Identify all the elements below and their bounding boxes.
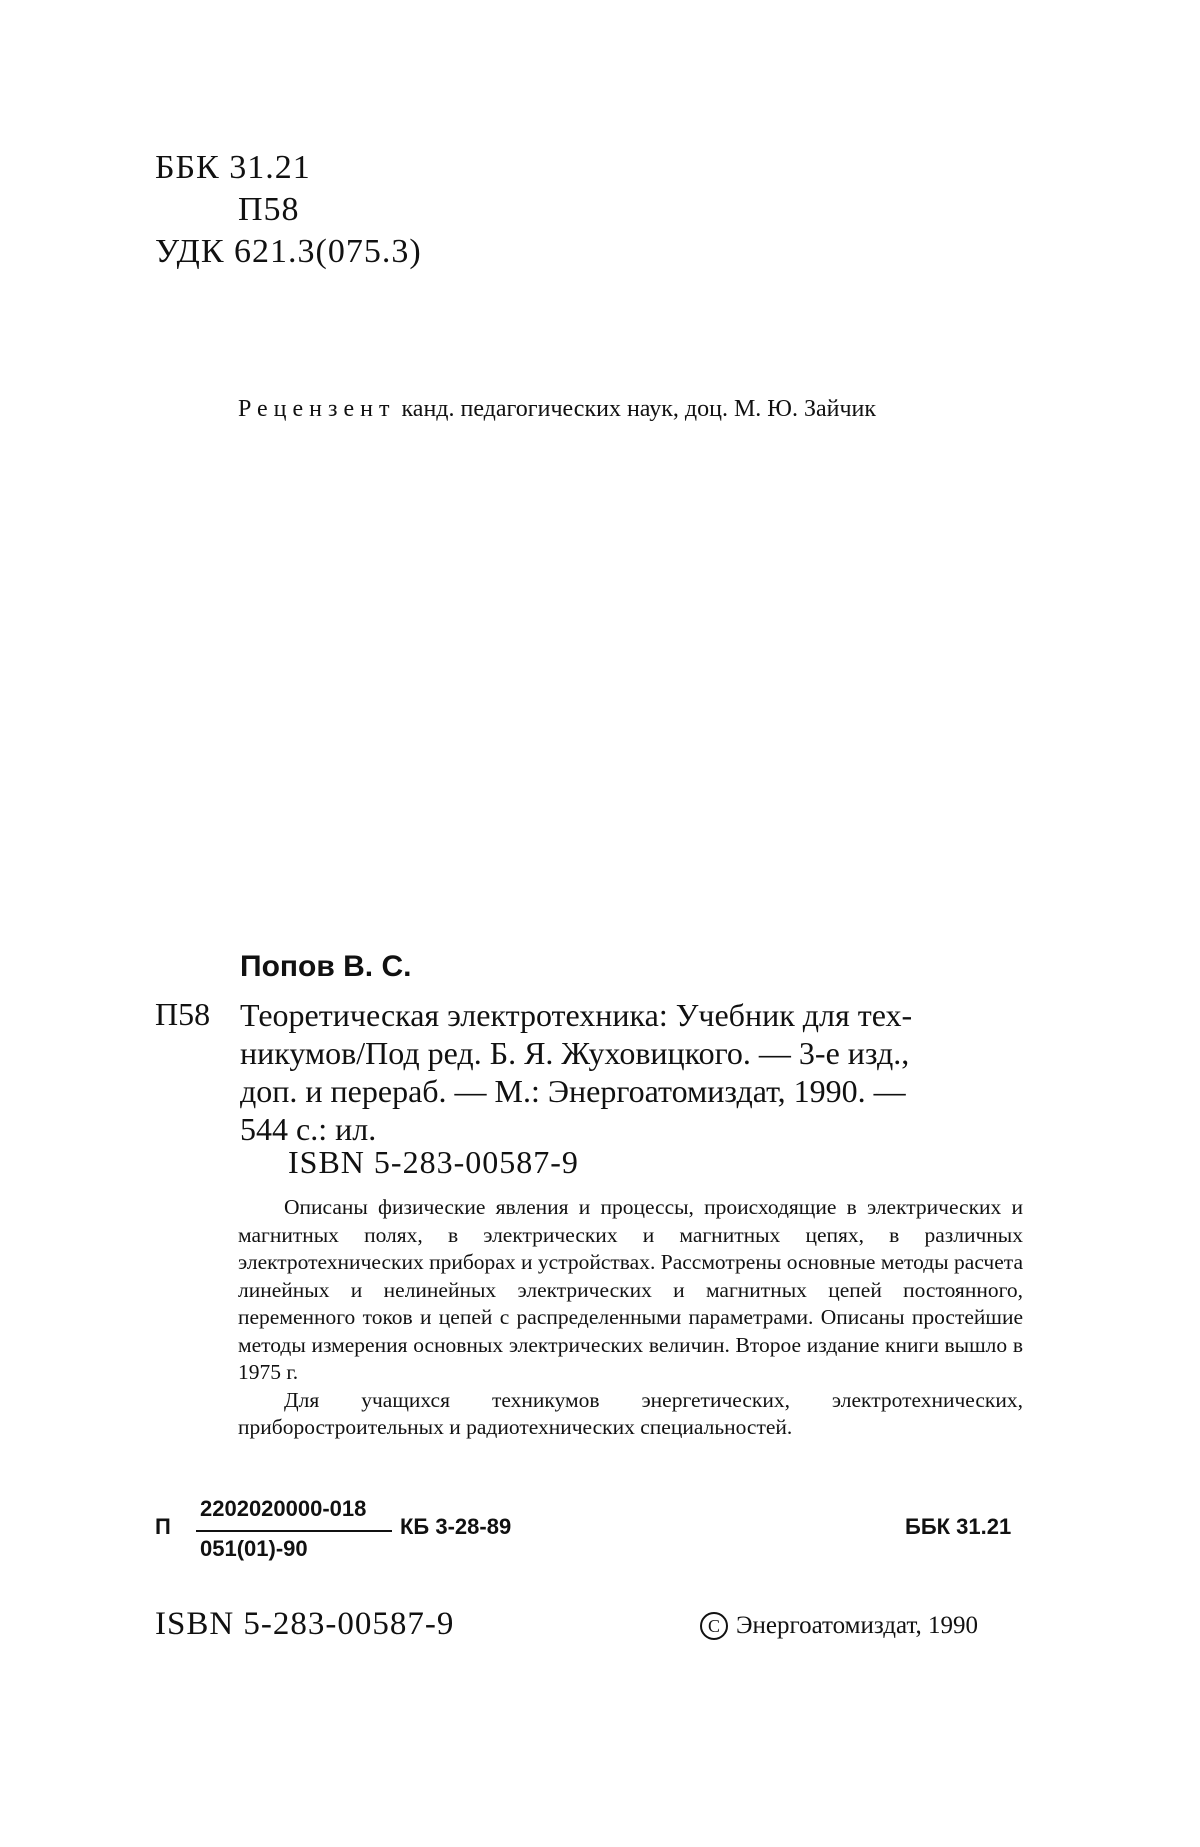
- title-line: доп. и перераб. — М.: Энергоатомиздат, 1990. —: [240, 1073, 906, 1109]
- annotation-paragraph: Для учащихся техникумов энергетических, электротехнических, приборостроительных и радиотехнических специальностей.: [238, 1387, 1023, 1439]
- index-prefix: П: [155, 1514, 171, 1539]
- copyright-icon: C: [700, 1612, 728, 1640]
- bbk-footer-code: ББК 31.21: [905, 1514, 1012, 1539]
- title-line: никумов/Под ред. Б. Я. Жуховицкого. — 3-е изд.,: [240, 1035, 910, 1071]
- entry-code: П58: [155, 996, 211, 1032]
- author-name: Попов В. С.: [240, 950, 412, 983]
- entry-isbn: ISBN 5-283-00587-9: [288, 1144, 579, 1180]
- footer-isbn: ISBN 5-283-00587-9: [155, 1606, 455, 1642]
- book-code: П58: [238, 191, 300, 228]
- title-line: 544 с.: ил.: [240, 1111, 377, 1147]
- copyright: [700, 1612, 978, 1640]
- index-denominator: 051(01)-90: [200, 1536, 308, 1561]
- reviewer-line: [238, 396, 876, 423]
- bbk-code: ББК 31.21: [155, 149, 311, 186]
- copyright-text: Энергоатомиздат, 1990: [736, 1612, 979, 1639]
- index-numerator: 2202020000-018: [200, 1496, 367, 1521]
- udk-code: УДК 621.3(075.3): [155, 233, 422, 270]
- reviewer-text: канд. педагогических наук, доц. М. Ю. Зайчик: [401, 396, 877, 422]
- title-line: Теоретическая электротехника: Учебник для тех-: [240, 997, 913, 1033]
- bibliographic-description: [240, 996, 1020, 1148]
- fraction-bar: [196, 1530, 392, 1532]
- kb-code: КБ 3-28-89: [400, 1514, 512, 1539]
- annotation: [238, 1194, 1023, 1442]
- reviewer-label: Рецензент: [238, 396, 396, 422]
- annotation-paragraph: Описаны физические явления и процессы, происходящие в электрических и магнитных полях, в электрических и магнитных цепях, в различных электротехнических приборах и устройствах. Рассмотрены основные методы расчета линейных и нелинейных электрических и магнитных цепей постоянного, переменного токов и цепей с распределенными параметрами. Описаны простейшие методы измерения основных электрических величин. Второе издание книги вышло в 1975 г.: [238, 1195, 1023, 1384]
